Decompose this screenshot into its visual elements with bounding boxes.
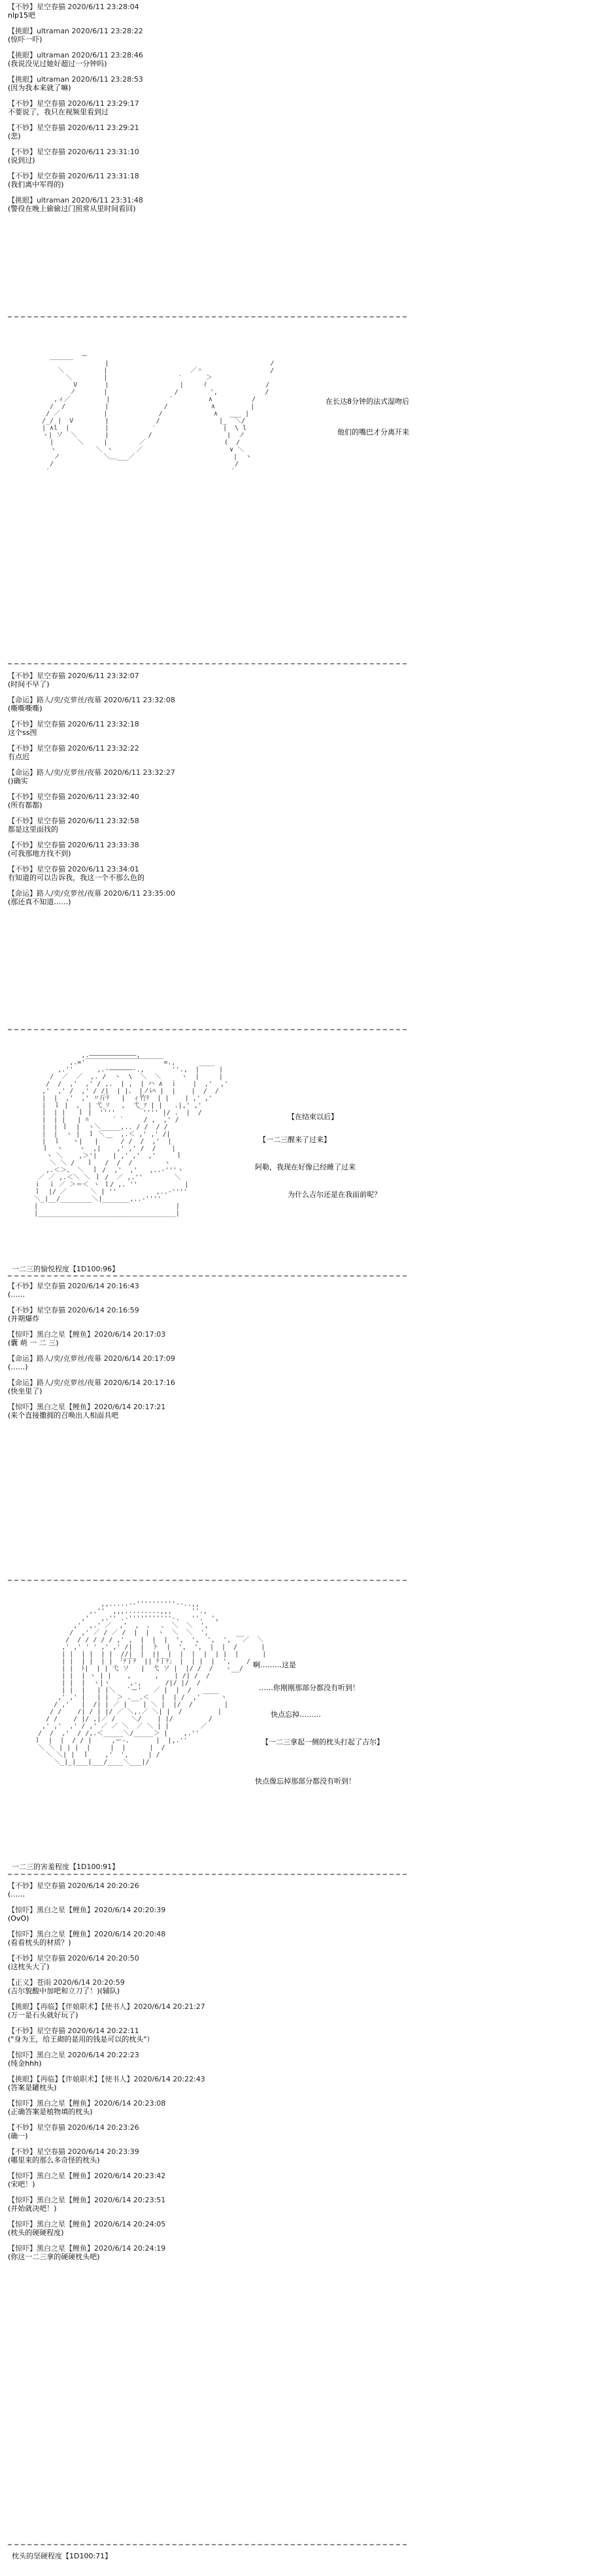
chat-post <box>8 123 400 140</box>
post-body: (我说没见过她好超过一分钟吗) <box>8 59 107 68</box>
post-body: (我们离中军得的) <box>8 180 64 189</box>
post-header: 【不妙】星空春猫 2020/6/11 23:32:58 <box>8 817 139 825</box>
narration-line: 他们的嘴巴才分离开来 <box>337 428 409 436</box>
post-body: 不要说了，我只在视频里看到过 <box>8 108 109 116</box>
post-body: (哪里来的那么多奇怪的枕头) <box>8 2156 100 2164</box>
post-header: 【不妙】星空春猫 2020/6/11 23:31:10 <box>8 148 139 156</box>
chat-post <box>8 2051 400 2068</box>
post-body: (…… <box>8 1290 25 1299</box>
section-divider-1 <box>8 316 407 318</box>
post-body: (这枕头大了) <box>8 1963 50 1971</box>
post-header: 【挑眼】【再临】【伴娘职术】【使书人】2020/6/14 20:22:43 <box>8 2075 205 2083</box>
dice-roll-caption: 枕头的坚硬程度【1D100:71】 <box>12 2552 112 2560</box>
chat-post <box>8 1354 400 1371</box>
post-body: (说到过) <box>8 156 35 165</box>
ascii-art-wake: ,.――――――――――――, ,.='￣￣￣￣￣￣￣￣￣￣￣￣=., ____ ,.'' ,.-――――――-., ''., | | / ／ ／ ,. / ヽ \ ＼ ＼ ヽ | | / / ,' ,' / ,. | , | ハ ∧ ｉ | ,' ,' ,' ,' / ,' / /| | |、 |ノﾚﾍ | | | / / | | ,' ,' 〃斤ﾃ | ィ竹ﾃ | | | ,' ,' | ｌ | , | 弋_ｿ , 弋_ｿ | | .|,' ,' | | | ｌ | '''' '''' |/ . | / | | | | ﾊ ´ ` / , ,' / | | ｌ | ヽ＼_____,.. / / / / | | ヽ | ｌ ＼ ,.＜ ,' ,' /| | ｌ ヽ| | ￣ / / / ,' | ｌ ヽ ヽ ,| ,' ,' / / | ヽ ＼ ,＞'| | ,' ,' ,' ｌ ＼ ＼ / ｌ / / / ヽ ,.＜＞、 ＼ ｌ / ,' ,' ,..-'''ヽ ／ ／ ,.＜＼ ＼ ｌ / ／ ,.'' ＼ ｉ ｉ ／ ＞＝＜ ヽ ｌ/ ,. '' | ｌ |/ ／ ＼ | '' ,..-'''' ＼_|__/________＼|_______,..-'''' | | |___________________________________| <box>34 1052 229 1217</box>
post-body: (囊 萌 一 二 三) <box>8 1339 59 1347</box>
narration-line: ……你刚刚那部分都没有听到！ <box>259 1684 360 1692</box>
narration-line: 快点忘掉……… <box>271 1710 321 1719</box>
chat-post <box>8 2075 400 2092</box>
chat-post <box>8 2099 400 2116</box>
chat-post <box>8 1330 400 1347</box>
chat-post <box>8 672 400 689</box>
post-body: (……) <box>8 1363 28 1371</box>
narration-line: 为什么吉尔还是在我面前呢？ <box>288 1190 381 1199</box>
post-header: 【惊吓】黑白之星【鲤鱼】2020/6/14 20:23:08 <box>8 2099 166 2108</box>
post-header: 【不妙】星空春猫 2020/6/11 23:28:04 <box>8 3 139 11</box>
post-header: 【挑眼】ultraman 2020/6/11 23:28:53 <box>8 75 143 84</box>
post-header: 【不妙】星空春猫 2020/6/11 23:31:18 <box>8 172 139 180</box>
post-body: (来个直接撒拥的召唤出人相面具吧 <box>8 1411 119 1420</box>
post-body: ("身为王，给王砌的是用的钱是可以的枕头"） <box>8 2035 154 2044</box>
post-header: 【不妙】星空春猫 2020/6/14 20:22:11 <box>8 2027 139 2035</box>
section-divider-3 <box>8 1029 407 1030</box>
ascii-art-pillow: ,,.....--''''''''''--..,, ,.'' ,,,.........,,, ''., ,' ,.'' .-'''''''''''-. ''. ', ,' ,.' ／ ,' , 、 、 ＼ ＼ ', / ,' ／ / ／ / | | ヽ ＼ ＼ ', __ / / / / / / ,' , | | | ', ', ', ', ／ ＼ ,' ,' ' ' ,' ,' /| | ト | ', ', | | / | | | | | | | //| | || | | | | | | | | | | | | | | 「ﾃ丁ﾃ || ﾃ丁ﾃ」 | | | | ', / | | ﾄ| | | 弋 ソ | 弋 ソ | |/ / / ヽ__/ | | | ヽ | | , , | /| / / | | | ヽ|ヽ ,-, /|/ |/ / | | | | |＼ `ー' ／ | | / ____ ,' ,' | | | ＞ .__.＜ | | / ,' ヽ / ,' | /| | ／ | | ＼ | |/ / | / / /| / | |/ ／ ＼,.／ ＼| | / | / / / |/ ,|／ / ＼/ | |/ / ,' ,' ,' / ,' ／ ／ ＼ ／ ＼ | | ／ / / ,' / /,.＜_____＼/_____＞ | ,.'' ｌ | | / / | ,ー‐、 | |,.'' ＼ ＼ | | | | | | | / ＼ ＼| | ｌ ,' ', | / ＼_|_|___|___/____＼___|/ <box>34 1601 267 1766</box>
chat-post <box>8 148 400 165</box>
chat-post <box>8 1930 400 1947</box>
post-header: 【挑眼】ultraman 2020/6/11 23:28:46 <box>8 51 143 59</box>
post-header: 【挑眼】【再临】【伴娘职术】【使书人】2020/6/14 20:21:27 <box>8 2002 205 2011</box>
chat-post <box>8 1306 400 1323</box>
post-list-3 <box>8 1282 400 1427</box>
narration-line: 【一二三拿起一侧的枕头打起了吉尔】 <box>261 1738 384 1746</box>
post-body: (嘶嘶嘶嘶) <box>8 704 42 713</box>
post-body: (并期爆炸 <box>8 1314 40 1323</box>
chat-post <box>8 2220 400 2237</box>
chat-post <box>8 51 400 68</box>
chat-post <box>8 3 400 20</box>
chat-post <box>8 1282 400 1299</box>
section-divider-5 <box>8 1580 407 1581</box>
post-body: (确一) <box>8 2132 28 2140</box>
chat-post <box>8 2147 400 2164</box>
post-body: (…… <box>8 1890 25 1899</box>
post-header: 【惊吓】黑白之星【鲤鱼】2020/6/14 20:24:05 <box>8 2220 166 2228</box>
post-header: 【不妙】星空春猫 2020/6/14 20:23:39 <box>8 2147 139 2156</box>
post-header: 【惊吓】黑白之星【鲤鱼】2020/6/14 20:23:51 <box>8 2196 166 2204</box>
section-divider-6 <box>8 1874 407 1875</box>
post-body: (惊吓一吓) <box>8 35 42 44</box>
chat-post <box>8 1882 400 1899</box>
chat-post <box>8 196 400 213</box>
narration-line: 【一二三醒来了过来】 <box>259 1135 331 1144</box>
post-header: 【不妙】星空春猫 2020/6/11 23:29:17 <box>8 99 139 108</box>
post-header: 【不妙】星空春猫 2020/6/11 23:34:01 <box>8 865 139 873</box>
post-body: (所有都都) <box>8 801 42 809</box>
post-body: 都是这里面找的 <box>8 825 58 834</box>
chat-post <box>8 817 400 834</box>
chat-post <box>8 1978 400 1995</box>
chat-post <box>8 1378 400 1395</box>
chat-post <box>8 696 400 713</box>
post-header: 【不妙】星空春猫 2020/6/14 20:20:50 <box>8 1954 139 1963</box>
post-header: 【挑眼】ultraman 2020/6/11 23:28:22 <box>8 27 143 35</box>
post-header: 【惊吓】黑白之星 2020/6/14 20:22:23 <box>8 2051 139 2059</box>
chat-post <box>8 2244 400 2261</box>
post-header: 【不妙】星空春猫 2020/6/14 20:16:59 <box>8 1306 139 1314</box>
post-body: (宋吧！) <box>8 2180 35 2189</box>
chat-post <box>8 1906 400 1923</box>
narration-line: 阿勒，我现在好像已经睡了过来 <box>255 1163 356 1171</box>
section-divider-4 <box>8 1275 407 1277</box>
dice-roll-caption: 一二三的愉悦程度【1D100:96】 <box>12 1265 120 1273</box>
post-header: 【正义】苍雨 2020/6/14 20:20:59 <box>8 1978 125 1987</box>
chat-post <box>8 2172 400 2189</box>
post-header: 【不妙】星空春猫 2020/6/11 23:29:21 <box>8 123 139 132</box>
post-body: (悲) <box>8 132 21 140</box>
chat-post <box>8 2027 400 2044</box>
post-body: (吉尔貌酸中加吧和立刀了！)(辅队) <box>8 1987 120 1995</box>
ascii-art-kiss: ______ ー | / ＼ | ／＾ / ＼ | ′ ＞ V | | ｲ / ノ | / ', / ,ィ／ | ′ ∧ / / / | / ∧ | / ／ | / ∧ ___ | /_/ | V | / |_ ＼/ | ∧l | | ′ | \ l ヽ| ソ ＼ | / | ノ | ＼ | ／ ( / ヽ ＼ ヽ ／ ∨ ＼ ノ ＼＿___／ | ヽ / / ′ ′ <box>42 353 275 475</box>
post-body: (时间不早了) <box>8 680 50 689</box>
post-body: nlp15吧 <box>8 11 36 20</box>
post-header: 【不妙】星空春猫 2020/6/11 23:32:18 <box>8 720 139 728</box>
post-header: 【不妙】星空春猫 2020/6/14 20:16:43 <box>8 1282 139 1290</box>
chat-post <box>8 889 400 906</box>
post-header: 【命运】路人/奕/克萝丝/夜幕 2020/6/11 23:32:27 <box>8 768 175 777</box>
chat-post <box>8 768 400 785</box>
post-list-1 <box>8 3 400 220</box>
chat-post <box>8 720 400 737</box>
post-body: (正确答案是植物填的枕头) <box>8 2108 93 2116</box>
post-body: (警役在晚上偷偷过门照常从里时间看回) <box>8 204 136 213</box>
post-header: 【惊吓】黑白之星【鲤鱼】2020/6/14 20:17:21 <box>8 1403 166 1411</box>
post-body: (并始就决吧！) <box>8 2204 57 2213</box>
post-body: (快坐里了) <box>8 1387 42 1395</box>
post-header: 【不妙】星空春猫 2020/6/11 23:32:22 <box>8 744 139 753</box>
post-body: (看看枕头的材质？) <box>8 1938 71 1947</box>
narration-line: 快点像忘掉那部分都没有听到！ <box>255 1777 356 1785</box>
post-body: ()确实 <box>8 777 28 785</box>
chat-post <box>8 172 400 189</box>
post-body: (枕头的硬硬程度) <box>8 2228 64 2237</box>
post-header: 【不妙】星空春猫 2020/6/11 23:33:38 <box>8 841 139 849</box>
post-body: (OvO) <box>8 1914 29 1923</box>
chat-post <box>8 792 400 809</box>
section-divider-7 <box>8 2544 407 2545</box>
post-header: 【命运】路人/奕/克萝丝/夜幕 2020/6/14 20:17:16 <box>8 1378 175 1387</box>
post-header: 【惊吓】黑白之星【鲤鱼】2020/6/14 20:24:19 <box>8 2244 166 2253</box>
post-body: 有知道的可以告诉我，我这一个不那么色的 <box>8 873 144 882</box>
chat-post <box>8 865 400 882</box>
post-header: 【命运】路人/奕/克萝丝/夜幕 2020/6/14 20:17:09 <box>8 1354 175 1363</box>
post-header: 【不妙】星空春猫 2020/6/14 20:23:26 <box>8 2123 139 2132</box>
post-header: 【惊吓】黑白之星【鲤鱼】2020/6/14 20:23:42 <box>8 2172 166 2180</box>
post-body: 这个ss图 <box>8 728 37 737</box>
chat-post <box>8 2123 400 2140</box>
chat-post <box>8 1403 400 1420</box>
chat-post <box>8 1954 400 1971</box>
narration-line: 在长达8分钟的法式湿吻后 <box>326 397 409 406</box>
post-header: 【挑眼】ultraman 2020/6/11 23:31:48 <box>8 196 143 204</box>
chat-post <box>8 75 400 92</box>
post-body: (可我那地方找不到) <box>8 849 71 858</box>
post-header: 【命运】路人/奕/克萝丝/夜幕 2020/6/11 23:35:00 <box>8 889 175 898</box>
post-header: 【惊吓】黑白之星【鲤鱼】2020/6/14 20:17:03 <box>8 1330 166 1339</box>
post-header: 【不妙】星空春猫 2020/6/11 23:32:07 <box>8 672 139 680</box>
chat-post <box>8 2002 400 2019</box>
chat-post <box>8 27 400 44</box>
post-header: 【惊吓】黑白之星【鲤鱼】2020/6/14 20:20:48 <box>8 1930 166 1938</box>
post-list-2 <box>8 672 400 913</box>
chat-post <box>8 2196 400 2213</box>
post-header: 【惊吓】黑白之星【鲤鱼】2020/6/14 20:20:39 <box>8 1906 166 1914</box>
post-header: 【不妙】星空春猫 2020/6/14 20:20:26 <box>8 1882 139 1890</box>
narration-line: 【在结束以后】 <box>288 1113 338 1121</box>
post-body: (因为我本来就了嘛) <box>8 84 71 92</box>
post-list-4 <box>8 1882 400 2268</box>
post-body: (纯金hhh) <box>8 2059 42 2068</box>
chat-post <box>8 744 400 761</box>
chat-post <box>8 841 400 858</box>
chat-post <box>8 99 400 116</box>
post-body: (万一是石头就好玩了) <box>8 2011 78 2019</box>
dice-roll-caption: 一二三的害羞程度【1D100:91】 <box>12 1863 120 1871</box>
section-divider-2 <box>8 663 407 664</box>
post-header: 【不妙】星空春猫 2020/6/11 23:32:40 <box>8 792 139 801</box>
post-body: (那还真不知道……) <box>8 898 71 906</box>
narration-line: 啊………这是 <box>253 1661 296 1669</box>
post-body: 有点迟 <box>8 753 29 761</box>
post-header: 【命运】路人/奕/克萝丝/夜幕 2020/6/11 23:32:08 <box>8 696 175 704</box>
post-body: (答案是罐枕头) <box>8 2083 57 2092</box>
post-body: (你这一二三拿的硬硬枕头吧) <box>8 2253 100 2261</box>
